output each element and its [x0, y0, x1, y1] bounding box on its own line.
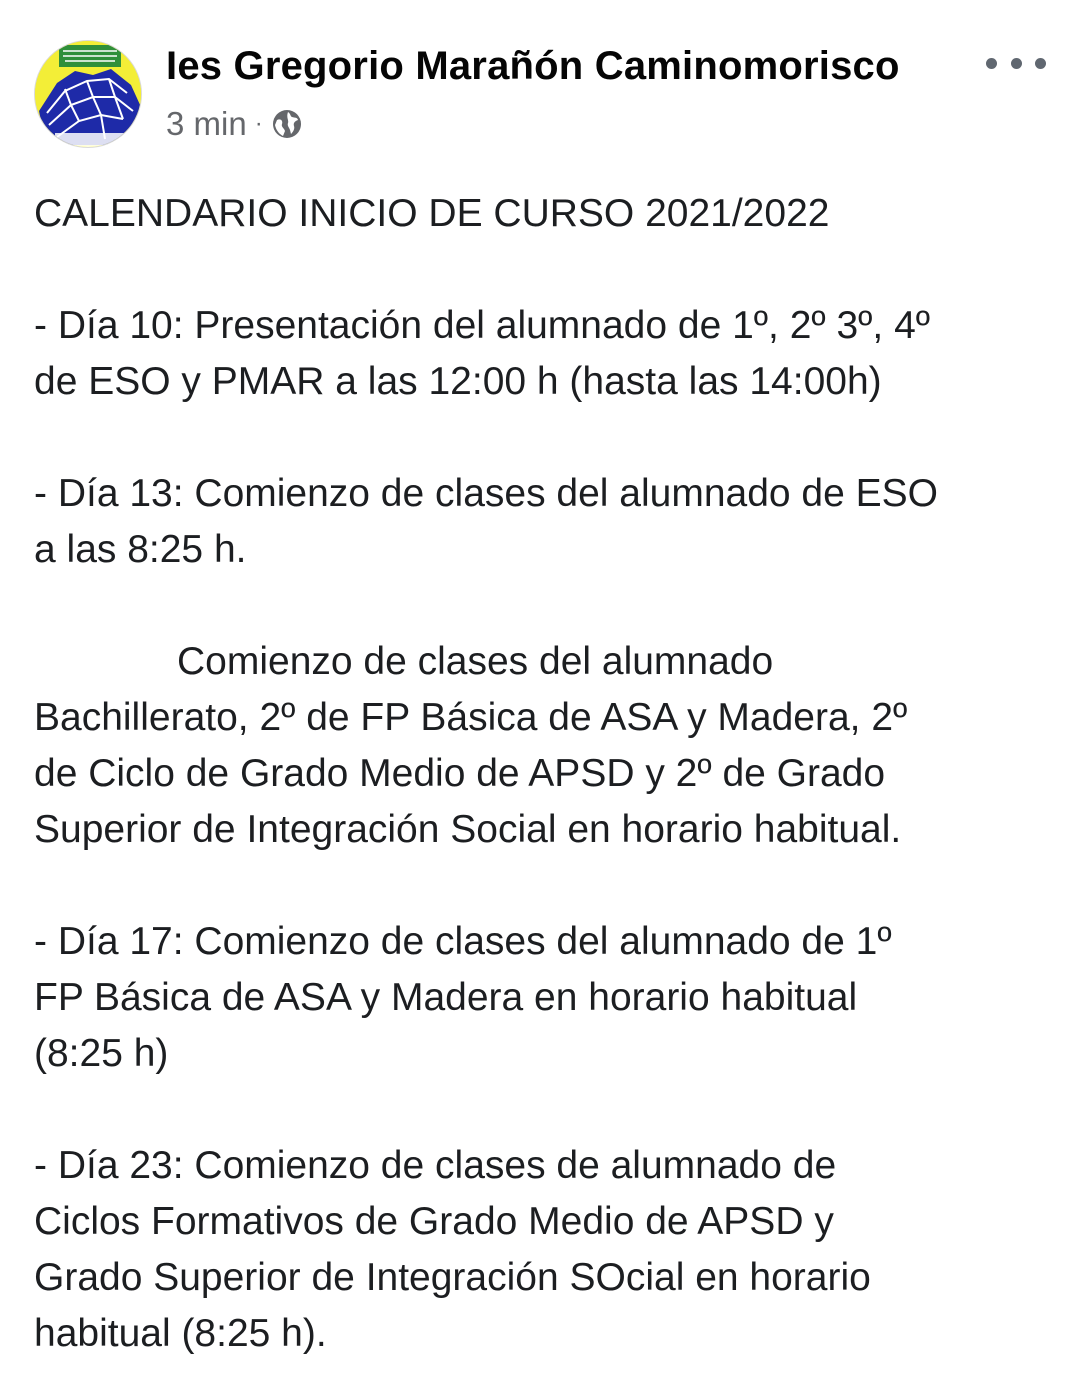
meta-separator: · [254, 110, 263, 137]
paragraph-line: Superior de Integración Social en horario habitual. [34, 808, 902, 851]
more-dot [1035, 58, 1046, 69]
paragraph-line: Bachillerato, 2º de FP Básica de ASA y Madera, 2º [34, 696, 908, 739]
blank-line [34, 242, 1054, 298]
school-logo-avatar[interactable] [34, 40, 142, 148]
post-title: CALENDARIO INICIO DE CURSO 2021/2022 [34, 192, 830, 235]
more-dot [986, 58, 997, 69]
more-options-icon[interactable] [986, 48, 1046, 78]
school-logo-icon [35, 41, 142, 148]
paragraph-line: a las 8:25 h. [34, 528, 247, 571]
blank-line [34, 1082, 1054, 1138]
paragraph-line: habitual (8:25 h). [34, 1312, 327, 1355]
paragraph-line: Comienzo de clases del alumnado [177, 640, 774, 683]
blank-line [34, 410, 1054, 466]
more-dot [1011, 58, 1022, 69]
paragraph-line: Ciclos Formativos de Grado Medio de APSD y [34, 1200, 834, 1243]
blank-line [34, 858, 1054, 914]
paragraph-line: FP Básica de ASA y Madera en horario habitual [34, 976, 858, 1019]
paragraph-line: (8:25 h) [34, 1032, 169, 1075]
post-header [34, 40, 1046, 148]
page-author-name[interactable]: Ies Gregorio Marañón Caminomorisco [166, 44, 900, 88]
post-body [34, 186, 1054, 1362]
paragraph-line: - Día 13: Comienzo de clases del alumnado de ESO [34, 472, 938, 515]
paragraph-line: - Día 10: Presentación del alumnado de 1º, 2º 3º, 4º [34, 304, 931, 347]
paragraph-line: de ESO y PMAR a las 12:00 h (hasta las 14:00h) [34, 360, 882, 403]
paragraph-line: - Día 23: Comienzo de clases de alumnado de [34, 1144, 837, 1187]
paragraph-line: de Ciclo de Grado Medio de APSD y 2º de Grado [34, 752, 886, 795]
blank-line [34, 578, 1054, 634]
paragraph-line: - Día 17: Comienzo de clases del alumnado de 1º [34, 920, 892, 963]
post-timestamp[interactable]: 3 min [166, 105, 247, 142]
post-meta [166, 104, 303, 144]
paragraph-line: Grado Superior de Integración SOcial en horario [34, 1256, 871, 1299]
globe-icon [271, 108, 303, 140]
